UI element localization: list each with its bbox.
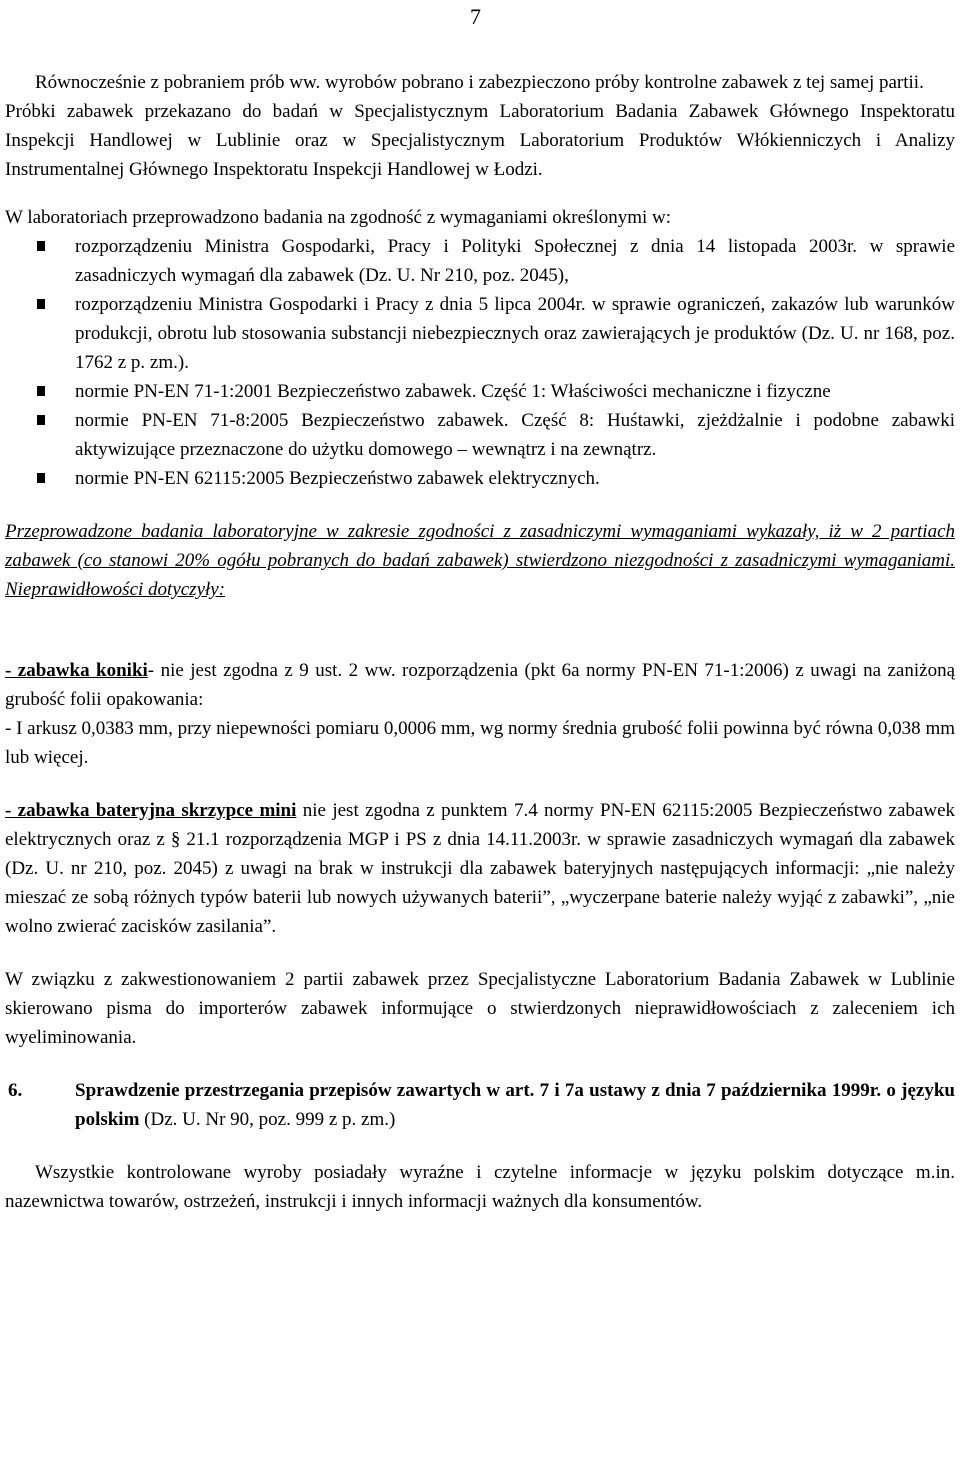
requirements-list <box>5 232 955 493</box>
section-title-bold: Sprawdzenie przestrzegania przepisów zawartych w art. 7 i 7a ustawy z dnia 7 października 1999r. o języku polskim <box>75 1080 955 1130</box>
list-item: normie PN-EN 62115:2005 Bezpieczeństwo zabawek elektrycznych. <box>5 464 955 493</box>
item-skrzypce-text: nie jest zgodna z punktem 7.4 normy PN-EN 62115:2005 Bezpieczeństwo zabawek elektrycznych oraz z § 21.1 rozporządzenia MGP i PS z dnia 14.11.2003r. w sprawie zasadniczych wymagań dla zabawek (Dz. U. nr 210, poz. 2045) z uwagi na brak w instrukcji dla zabawek bateryjnych następujących informacji: „nie należy mieszać ze sobą różnych typów baterii lub nowych używanych baterii”, „wyczerpane baterie należy wyjąć z zabawki”, „nie wolno zwierać zacisków zasilania”. <box>5 800 955 937</box>
paragraph-final: Wszystkie kontrolowane wyroby posiadały wyraźne i czytelne informacje w języku polskim dotyczące m.in. nazewnictwa towarów, ostrzeżeń, instrukcji i innych informacji ważnych dla konsumentów. <box>5 1162 955 1212</box>
document-body <box>5 68 955 1216</box>
paragraph-samples: Równocześnie z pobraniem prób ww. wyrobów pobrano i zabezpieczono próby kontrolne zabawek z tej samej partii. <box>35 72 924 93</box>
list-item: rozporządzeniu Ministra Gospodarki, Pracy i Polityki Społecznej z dnia 14 listopada 2003r. w sprawie zasadniczych wymagań dla zabawek (Dz. U. Nr 210, poz. 2045), <box>5 232 955 290</box>
section-number: 6. <box>8 1080 23 1101</box>
paragraph-laboratories: Próbki zabawek przekazano do badań w Specjalistycznym Laboratorium Badania Zabawek Głównego Inspektoratu Inspekcji Handlowej w Lublinie oraz w Specjalistycznym Laboratorium Produktów Włókienniczych i Analizy Instrumentalnej Głównego Inspektoratu Inspekcji Handlowej w Łodzi. <box>5 101 955 180</box>
paragraph-requirements-intro: W laboratoriach przeprowadzono badania na zgodność z wymaganiami określonymi w: <box>5 207 672 228</box>
item-skrzypce <box>5 796 955 941</box>
section-6-heading <box>5 1076 955 1134</box>
list-item: normie PN-EN 71-8:2005 Bezpieczeństwo zabawek. Część 8: Huśtawki, zjeżdżalnie i podobne zabawki aktywizujące przeznaczone do użytku domowego – wewnątrz i na zewnątrz. <box>5 406 955 464</box>
item-koniki-detail: - I arkusz 0,0383 mm, przy niepewności pomiaru 0,0006 mm, wg normy średnia grubość folii powinna być równa 0,038 mm lub więcej. <box>5 718 955 768</box>
item-skrzypce-title: - zabawka bateryjna skrzypce mini <box>5 800 297 821</box>
item-koniki <box>5 656 955 714</box>
section-title-citation: (Dz. U. Nr 90, poz. 999 z p. zm.) <box>139 1109 396 1130</box>
item-koniki-title: - zabawka koniki <box>5 660 148 681</box>
page-number: 7 <box>470 4 481 29</box>
item-koniki-text: - nie jest zgodna z 9 ust. 2 ww. rozporządzenia (pkt 6a normy PN-EN 71-1:2006) z uwagi na zaniżoną grubość folii opakowania: <box>5 660 956 710</box>
list-item: normie PN-EN 71-1:2001 Bezpieczeństwo zabawek. Część 1: Właściwości mechaniczne i fizyczne <box>5 377 955 406</box>
paragraph-findings: Przeprowadzone badania laboratoryjne w zakresie zgodności z zasadniczymi wymaganiami wykazały, iż w 2 partiach zabawek (co stanowi 20% ogółu pobranych do badań zabawek) stwierdzono niezgodności z zasadniczymi wymaganiami. Nieprawidłowości dotyczyły: <box>5 521 955 600</box>
section-title <box>75 1076 955 1134</box>
paragraph-letters: W związku z zakwestionowaniem 2 partii zabawek przez Specjalistyczne Laboratorium Badania Zabawek w Lublinie skierowano pisma do importerów zabawek informujące o stwierdzonych nieprawidłowościach z zaleceniem ich wyeliminowania. <box>5 969 955 1048</box>
list-item: rozporządzeniu Ministra Gospodarki i Pracy z dnia 5 lipca 2004r. w sprawie ograniczeń, zakazów lub warunków produkcji, obrotu lub stosowania substancji niebezpiecznych oraz zawierających je produktów (Dz. U. nr 168, poz. 1762 z p. zm.). <box>5 290 955 377</box>
